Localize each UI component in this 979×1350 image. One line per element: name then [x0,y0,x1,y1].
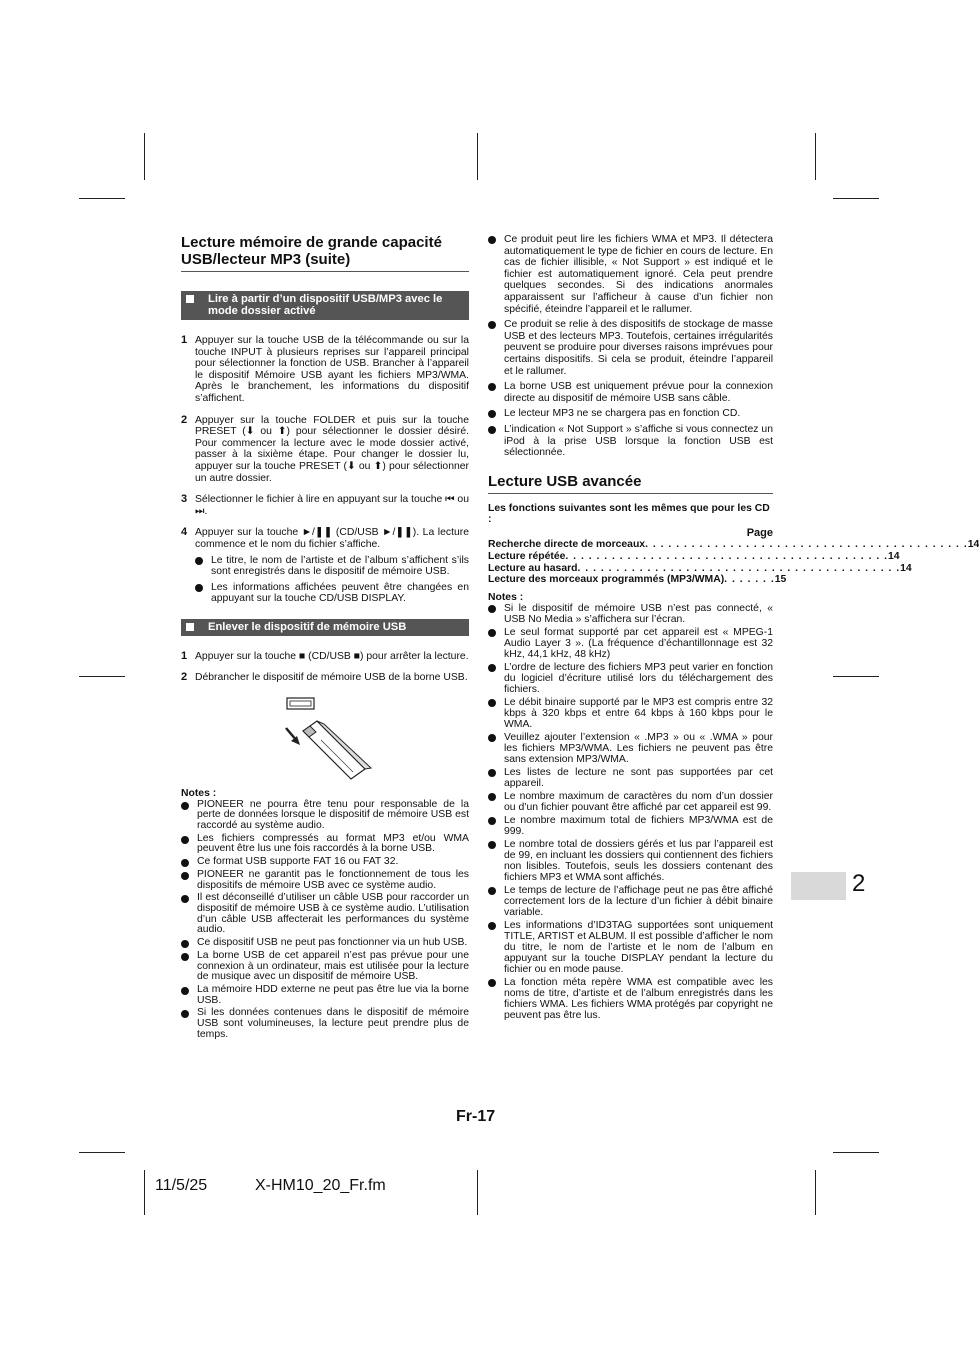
note-text: Le nombre maximum total de fichiers MP3/WMA est de 999. [504,815,773,838]
list-item [181,834,469,855]
note-text: Il est déconseillé d’utiliser un câble USB pour raccorder un dispositif de mémoire USB à ce système audio. L’utilisation d’un câble USB affecterait les performances du système audio. [197,892,469,936]
crop-mark [815,133,816,180]
bullet-icon [488,887,496,895]
toc-leader: . . . . . . . . . . . . . . . . . . . . . . . . . . . . . . . . . . . . . . . . . . [645,539,968,551]
toc-leader: . . . . . . . . . . . . . . . . . . . . . . . . . . . . . . . . . . . . . . . . . . [565,551,888,563]
note-text: Le nombre total de dossiers gérés et lus par l’appareil est de 99, en incluant les dossiers qui contiennent des fichiers non lisibles. Toutefois, seuls les dossiers contenant des fichiers MP3 et WMA sont affichés. [504,839,773,884]
list-item [181,893,469,936]
list-item [488,885,773,918]
bullet-icon [181,1010,189,1018]
list-item [488,815,773,837]
step-text: Appuyer sur la touche FOLDER et puis sur la touche PRESET (⬇ ou ⬆) pour sélectionner le dossier désiré. Pour commencer la lecture avec le mode dossier activé, passer à la sixième étape. Pour changer le dossier lu, appuyer sur la touche PRESET (⬇ ou ⬆) pour sélectionner un autre dossier. [195,414,469,484]
step-item [181,335,469,405]
bullet-icon [181,987,189,995]
toc-row [488,551,900,563]
toc-page: 15 [774,574,787,586]
step-item [181,651,469,663]
note-text: Si le dispositif de mémoire USB n’est pas connecté, « USB No Media » s’affichera sur l’écran. [504,603,773,626]
list-item [181,1008,469,1040]
step-item [181,494,469,517]
crop-mark [833,1152,879,1153]
bullet-list-top [488,234,773,459]
bullet-icon [488,841,496,849]
bullet-icon [488,321,496,329]
right-column [488,234,979,1022]
bullet-icon [488,793,496,801]
step-item [181,672,469,684]
bullet-icon [488,664,496,672]
section-title: Lecture mémoire de grande capacité USB/lecteur MP3 (suite) [181,234,469,272]
bullet-icon [488,769,496,777]
step-number: 1 [181,649,188,662]
bullet-text: Le lecteur MP3 ne se chargera pas en fonction CD. [504,408,741,420]
bullet-icon [488,734,496,742]
usb-port-icon [287,698,314,709]
bullet-icon [181,802,189,810]
toc-row [488,539,979,551]
note-text: La borne USB de cet appareil n’est pas prévue pour une connexion à un ordinateur, mais est utilisée pour la lecture de musique avec un dispositif de mémoire USB. [197,949,469,983]
crop-mark [144,133,145,180]
list-item [488,791,773,813]
note-text: Ce format USB supporte FAT 16 ou FAT 32. [197,856,399,868]
bullet-icon [488,383,496,391]
crop-mark [815,1170,816,1215]
crop-mark [477,133,478,180]
notes-block [488,592,773,1022]
crop-mark [144,1170,145,1215]
section-tab-number: 2 [852,870,866,897]
toc-label: Recherche directe de morceaux [488,539,646,551]
bullet-text: Ce produit peut lire les fichiers WMA et MP3. Il détectera automatiquement le type de fichier en cours de lecture. En cas de fichier illisible, « Not Support » est indiqué et le fichier est automatiquement ignoré. Cela peut prendre quelques secondes. Si des indications anormales apparaissent sur l’afficheur à cause d’un fichier non spécifié, éteindre l’appareil et le rallumer. [504,234,773,315]
list-item [488,234,773,315]
toc-list [488,539,979,586]
crop-mark [79,676,125,677]
steps-list [181,651,469,684]
page-column-label: Page [746,526,773,539]
section-tab [791,872,846,900]
steps-list [181,335,469,605]
list-item [488,381,773,404]
note-text: PIONEER ne garantit pas le fonctionnement de tous les dispositifs de mémoire USB avec ce système audio. [197,868,469,891]
list-item [181,951,469,983]
list-item [181,857,469,868]
list-item [488,424,773,459]
step-number: 4 [181,526,188,539]
toc-row [488,574,787,586]
bullet-icon [195,584,203,592]
note-text: La fonction méta repère WMA est compatible avec les noms de titre, d’artiste et de l’album enregistrés dans les fichiers WMA. Les fichiers WMA protégés par copyright ne peuvent pas être lus. [504,977,773,1022]
subsection-bar-remove-usb [181,619,469,636]
list-item [195,582,469,605]
bullet-icon [488,236,496,244]
left-column [181,234,469,1040]
toc-page: 14 [888,551,900,563]
notes-title: Notes : [181,788,217,800]
page-number: Fr-17 [456,1108,496,1125]
toc-page: 14 [967,539,979,551]
note-text: Les listes de lecture ne sont pas supportées par cet appareil. [504,767,773,790]
note-text: Si les données contenues dans le dispositif de mémoire USB sont volumineuses, la lecture peut prendre plus de temps. [197,1007,469,1040]
list-item [488,767,773,789]
usb-removal-illustration [181,694,469,784]
toc-leader: . . . . . . . . . . . . . . . . . . . . . . . . . . . . . . . . . . . . . . . . . . [577,562,901,574]
bullet-text: Les informations affichées peuvent être changées en appuyant sur la touche CD/USB DISPLAY. [211,581,469,605]
note-text: Le seul format supporté par cet appareil est « MPEG-1 Audio Layer 3 ». (La fréquence d’échantillonnage est 32 kHz, 44,1 kHz, 48 kHz) [504,627,773,661]
bullet-icon [488,699,496,707]
toc-page: 14 [900,562,912,574]
square-bullet-icon [186,623,194,631]
step-text: Sélectionner le fichier à lire en appuyant sur la touche ⏮ ou ⏭. [195,494,469,517]
notes-block [181,788,469,1040]
list-item [488,732,773,765]
toc-leader: . . . . . . . [724,574,775,586]
bullet-text: Ce produit se relie à des dispositifs de stockage de masse USB et des lecteurs MP3. Toutefois, certaines irrégularités peuvent se produire pour diverses raisons imprévues pour certains dispositifs. Si cela se produit, éteindre l’appareil et le rallumer. [504,319,773,377]
bullet-icon [488,426,496,434]
crop-mark [833,198,879,199]
toc-label: Lecture au hasard [488,562,578,574]
bullet-text: L’indication « Not Support » s’affiche si vous connectez un iPod à la prise USB lorsque la fonction USB est sélectionnée. [504,423,773,459]
step-text: Débrancher le dispositif de mémoire USB de la borne USB. [195,672,468,684]
step-item [181,527,469,550]
footer-date: 11/5/25 [155,1177,208,1194]
list-item [181,938,469,949]
step-text: Appuyer sur la touche ■ (CD/USB ■) pour arrêter la lecture. [195,650,469,662]
step-number: 2 [181,671,188,684]
list-item [488,408,773,420]
notes-title: Notes : [488,591,524,603]
section-title-advanced: Lecture USB avancée [488,473,773,494]
list-item [488,920,773,975]
intro-text: Les fonctions suivantes sont les mêmes que pour les CD : [488,502,770,526]
bullet-icon [488,979,496,987]
bullet-icon [181,859,189,867]
crop-mark [833,676,879,677]
list-item [488,839,773,883]
step-number: 2 [181,413,188,426]
arrow-icon [286,728,300,745]
step-text: Appuyer sur la touche USB de la télécommande ou sur la touche INPUT à plusieurs reprises sur l’appareil principal pour sélectionner la fonction de USB. Brancher à l’appareil le dispositif Mémoire USB ayant les fichiers MP3/WMA. Après le branchement, les informations du dispositif s’affichent. [195,335,469,404]
toc-label: Lecture répétée [488,551,566,563]
bullet-icon [195,557,203,565]
bullet-icon [181,953,189,961]
crop-mark [477,1170,478,1215]
note-text: Veuillez ajouter l’extension « .MP3 » ou « .WMA » pour les fichiers MP3/WMA. Les fichiers ne peuvent pas être sans extension MP3/WMA. [504,732,773,766]
bullet-icon [181,895,189,903]
list-item [181,800,469,832]
note-text: Les informations d’ID3TAG supportées sont uniquement TITLE, ARTIST et ALBUM. Il est possible d’afficher le nom du titre, le nom de l’artiste et le nom de l’album en appuyant sur la touche DISPLAY pendant la lecture du fichier ou en mode pause. [504,920,773,976]
note-text: Le débit binaire supporté par le MP3 est compris entre 32 kbps à 320 kbps et entre 64 kbps à 160 kbps pour le WMA. [504,697,773,731]
bullet-icon [488,605,496,613]
list-item [488,977,773,1021]
note-text: Le temps de lecture de l’affichage peut ne pas être affiché correctement lors de la lecture d’un fichier à débit binaire variable. [504,885,773,919]
list-item [181,985,469,1006]
step-number: 1 [181,334,188,346]
bullet-text: La borne USB est uniquement prévue pour la connexion directe au dispositif de mémoire USB sans câble. [504,381,773,404]
subsection-label: Enlever le dispositif de mémoire USB [208,620,407,633]
bullet-icon [181,872,189,880]
list-item [488,697,773,730]
bullet-icon [488,410,496,418]
bullet-icon [488,629,496,637]
usb-stick-icon [303,721,371,779]
list-item [488,319,773,377]
subsection-bar-folder-mode [181,291,469,320]
step-text: Appuyer sur la touche ►/❚❚ (CD/USB ►/❚❚). La lecture commence et le nom du fichier s’affiche. [195,527,469,550]
list-item [181,870,469,891]
bullet-text: Le titre, le nom de l’artiste et de l’album s’affichent s’ils sont enregistrés dans le dispositif de mémoire USB. [211,554,469,578]
note-text: La mémoire HDD externe ne peut pas être lue via la borne USB. [197,983,469,1006]
list-item [488,627,773,660]
list-item [195,555,469,578]
step-number: 3 [181,493,188,506]
note-text: L’ordre de lecture des fichiers MP3 peut varier en fonction du logiciel d’écriture utilisé lors du téléchargement des fichiers. [504,662,773,696]
crop-mark [79,198,125,199]
footer-filename: X-HM10_20_Fr.fm [255,1177,386,1194]
bullet-icon [488,817,496,825]
list-item [488,662,773,695]
note-text: Le nombre maximum de caractères du nom d’un dossier ou d’un fichier pouvant être affiché par cet appareil est 99. [504,791,773,814]
bullet-icon [488,922,496,930]
toc-label: Lecture des morceaux programmés (MP3/WMA) [488,574,725,586]
toc-row [488,562,912,575]
step-item [181,415,469,485]
crop-mark [79,1152,125,1153]
note-text: PIONEER ne pourra être tenu pour responsable de la perte de données lorsque le dispositif de mémoire USB est raccordé au système audio. [197,798,469,832]
bullet-icon [181,940,189,948]
square-bullet-icon [186,295,194,303]
note-text: Les fichiers compressés au format MP3 et/ou WMA peuvent être lus une fois raccordés à la borne USB. [197,832,469,855]
subsection-label: Lire à partir d’un dispositif USB/MP3 avec le mode dossier activé [208,293,443,317]
bullet-icon [181,836,189,844]
list-item [488,603,773,625]
note-text: Ce dispositif USB ne peut pas fonctionner via un hub USB. [197,937,468,949]
